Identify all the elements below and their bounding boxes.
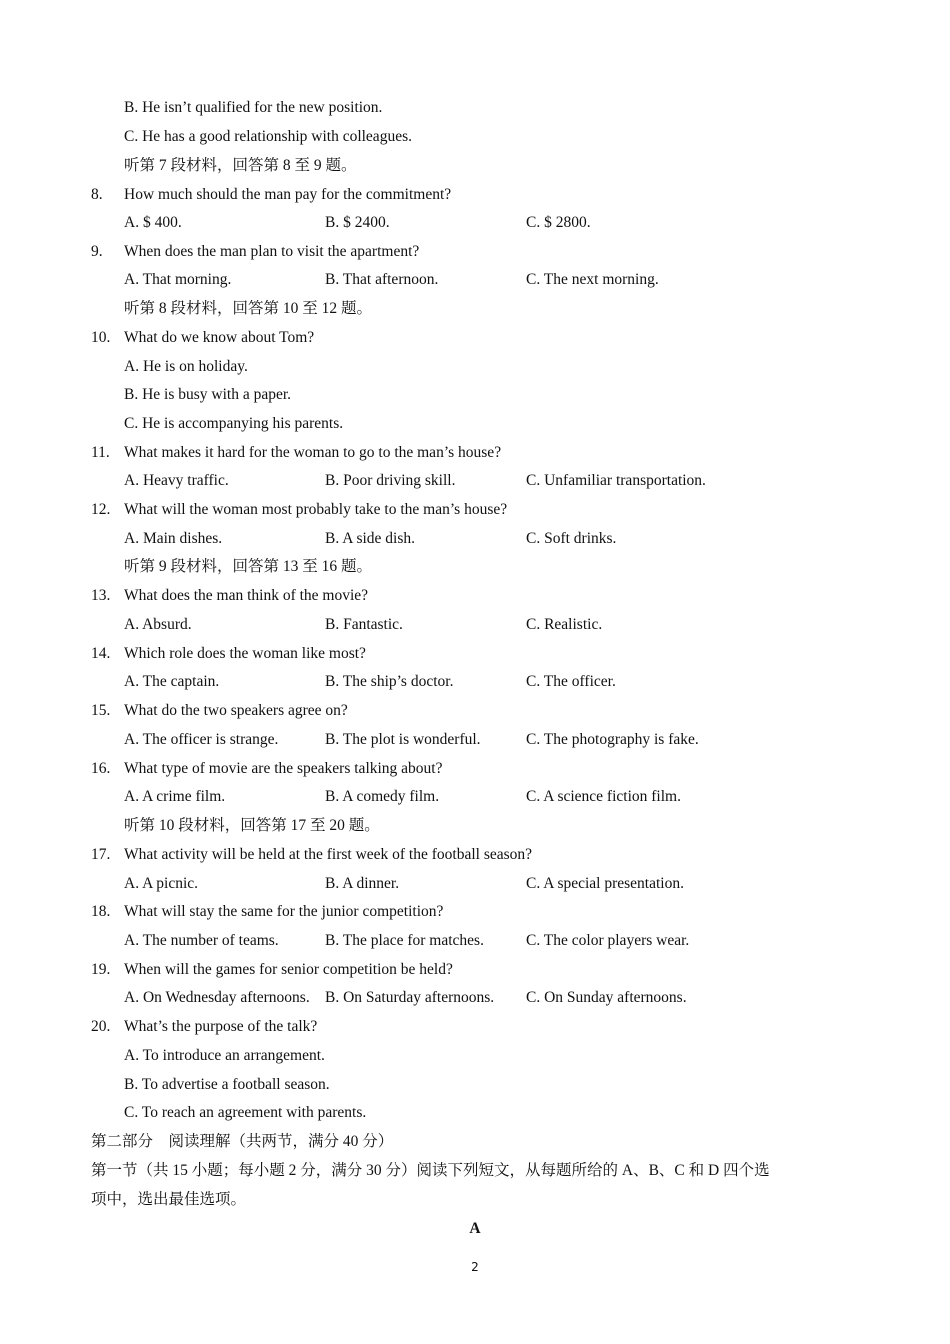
option-b: B. That afternoon. <box>325 271 439 288</box>
text-line: 听第 7 段材料，回答第 8 至 9 题。 <box>124 157 357 174</box>
question-text: What do we know about Tom? <box>124 329 315 346</box>
option-b: B. A dinner. <box>325 875 400 892</box>
option-c: C. Unfamiliar transportation. <box>526 472 706 489</box>
option-c: C. The next morning. <box>526 271 659 288</box>
text-line: A. To introduce an arrangement. <box>124 1047 325 1064</box>
page-number: 2 <box>471 1260 479 1274</box>
question-text: How much should the man pay for the commitment? <box>124 186 452 203</box>
section-heading: 第二部分 阅读理解（共两节，满分 40 分） <box>91 1133 394 1150</box>
option-c: C. On Sunday afternoons. <box>526 989 687 1006</box>
option-b: B. A side dish. <box>325 530 416 547</box>
option-a: A. On Wednesday afternoons. <box>124 989 310 1006</box>
option-c: C. The photography is fake. <box>526 731 699 748</box>
question-number: 16. <box>91 760 111 777</box>
option-b: B. The ship’s doctor. <box>325 673 454 690</box>
option-c: C. $ 2800. <box>526 214 591 231</box>
option-a: A. The officer is strange. <box>124 731 279 748</box>
option-c: C. A special presentation. <box>526 875 684 892</box>
option-b: B. $ 2400. <box>325 214 390 231</box>
question-text: When will the games for senior competition be held? <box>124 961 453 978</box>
question-number: 10. <box>91 329 111 346</box>
text-line: B. To advertise a football season. <box>124 1076 330 1093</box>
passage-label: A <box>469 1220 481 1237</box>
question-text: What does the man think of the movie? <box>124 587 369 604</box>
question-text: What will stay the same for the junior competition? <box>124 903 444 920</box>
option-a: A. Heavy traffic. <box>124 472 229 489</box>
option-a: A. The number of teams. <box>124 932 279 949</box>
option-c: C. The color players wear. <box>526 932 690 949</box>
option-a: A. $ 400. <box>124 214 182 231</box>
question-number: 11. <box>91 444 110 461</box>
question-text: When does the man plan to visit the apartment? <box>124 243 420 260</box>
option-c: C. The officer. <box>526 673 616 690</box>
text-line: 听第 8 段材料，回答第 10 至 12 题。 <box>124 300 373 317</box>
option-b: B. A comedy film. <box>325 788 440 805</box>
option-a: A. The captain. <box>124 673 220 690</box>
question-text: What activity will be held at the first week of the football season? <box>124 846 533 863</box>
question-number: 14. <box>91 645 111 662</box>
question-text: What will the woman most probably take to the man’s house? <box>124 501 508 518</box>
text-line: 听第 9 段材料，回答第 13 至 16 题。 <box>124 558 373 575</box>
text-line: C. He is accompanying his parents. <box>124 415 344 432</box>
text-line: 听第 10 段材料，回答第 17 至 20 题。 <box>124 817 380 834</box>
question-text: What do the two speakers agree on? <box>124 702 348 719</box>
option-b: B. Fantastic. <box>325 616 403 633</box>
question-text: What makes it hard for the woman to go to the man’s house? <box>124 444 502 461</box>
option-b: B. The plot is wonderful. <box>325 731 481 748</box>
text-line: C. To reach an agreement with parents. <box>124 1104 367 1121</box>
option-c: C. Realistic. <box>526 616 603 633</box>
question-number: 20. <box>91 1018 111 1035</box>
question-text: What type of movie are the speakers talking about? <box>124 760 443 777</box>
question-number: 8. <box>91 186 103 203</box>
option-a: A. That morning. <box>124 271 232 288</box>
question-number: 18. <box>91 903 111 920</box>
question-number: 9. <box>91 243 103 260</box>
option-a: A. Absurd. <box>124 616 192 633</box>
question-text: What’s the purpose of the talk? <box>124 1018 318 1035</box>
question-number: 13. <box>91 587 111 604</box>
option-c: C. A science fiction film. <box>526 788 681 805</box>
text-line: C. He has a good relationship with colleagues. <box>124 128 412 145</box>
option-c: C. Soft drinks. <box>526 530 617 547</box>
text-line: B. He isn’t qualified for the new position. <box>124 99 383 116</box>
question-text: Which role does the woman like most? <box>124 645 366 662</box>
option-b: B. The place for matches. <box>325 932 484 949</box>
question-number: 17. <box>91 846 111 863</box>
question-number: 19. <box>91 961 111 978</box>
option-a: A. A crime film. <box>124 788 226 805</box>
option-b: B. Poor driving skill. <box>325 472 456 489</box>
question-number: 15. <box>91 702 111 719</box>
option-a: A. Main dishes. <box>124 530 223 547</box>
text-line: B. He is busy with a paper. <box>124 386 292 403</box>
question-number: 12. <box>91 501 111 518</box>
option-a: A. A picnic. <box>124 875 199 892</box>
section-heading: 第一节（共 15 小题；每小题 2 分，满分 30 分）阅读下列短文，从每题所给的 A、B、C 和 D 四个选 <box>91 1162 770 1179</box>
text-line: A. He is on holiday. <box>124 358 248 375</box>
option-b: B. On Saturday afternoons. <box>325 989 495 1006</box>
section-heading: 项中，选出最佳选项。 <box>91 1191 247 1208</box>
